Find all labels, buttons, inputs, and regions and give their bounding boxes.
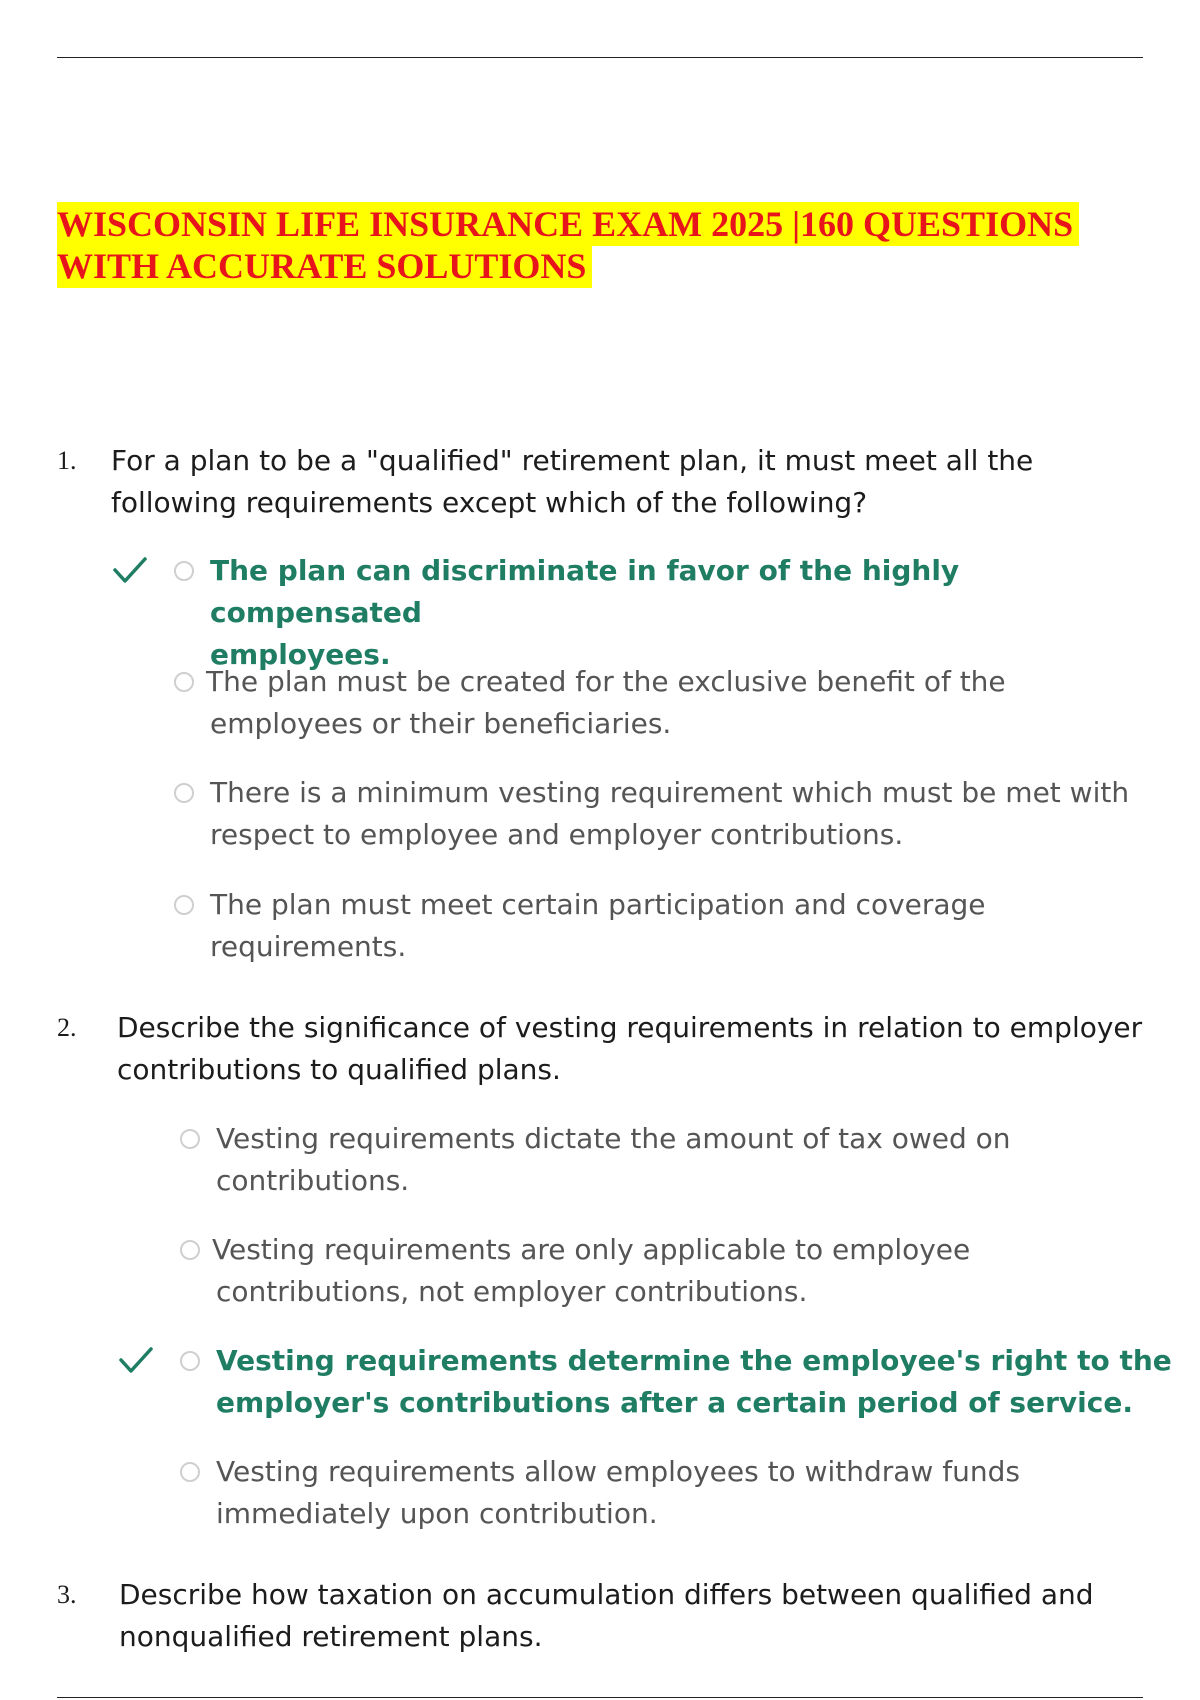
option-text-line: requirements. <box>210 930 407 963</box>
question-text <box>119 1574 1094 1658</box>
radio-button[interactable] <box>180 1240 200 1260</box>
page-title <box>57 203 1157 287</box>
question-text <box>117 1007 1142 1091</box>
option-text-line: employees. <box>210 638 391 671</box>
question-text <box>111 440 1033 524</box>
answer-option[interactable] <box>180 1451 1180 1535</box>
answer-option[interactable] <box>180 1118 1180 1202</box>
check-icon <box>112 555 148 585</box>
option-text-line: There is a minimum vesting requirement which must be met with <box>210 776 1130 809</box>
radio-button[interactable] <box>180 1129 200 1149</box>
answer-option[interactable] <box>174 661 1174 745</box>
option-text-line: respect to employee and employer contributions. <box>210 818 904 851</box>
question-2 <box>57 1007 1177 1091</box>
option-text-line: employer's contributions after a certain period of service. <box>216 1386 1133 1419</box>
option-text-line: The plan can discriminate in favor of the highly compensated <box>210 554 960 629</box>
radio-button[interactable] <box>174 672 194 692</box>
radio-button[interactable] <box>180 1462 200 1482</box>
option-text-line: Vesting requirements are only applicable to employee <box>212 1233 971 1266</box>
option-text-line: The plan must be created for the exclusive benefit of the <box>206 665 1006 698</box>
question-number: 1. <box>57 446 77 475</box>
option-text-line: Vesting requirements dictate the amount of tax owed on <box>216 1122 1011 1155</box>
title-line-2: WITH ACCURATE SOLUTIONS <box>57 244 592 288</box>
answer-option[interactable] <box>174 884 1174 968</box>
option-text-line: Vesting requirements allow employees to withdraw funds <box>216 1455 1020 1488</box>
question-text-line: Describe the significance of vesting requirements in relation to employer <box>117 1011 1143 1044</box>
question-text-line: For a plan to be a "qualified" retirement plan, it must meet all the <box>111 444 1034 477</box>
question-text-line: following requirements except which of the following? <box>111 486 868 519</box>
question-number: 2. <box>57 1013 77 1042</box>
answer-option-correct[interactable] <box>180 1340 1180 1424</box>
question-text-line: contributions to qualified plans. <box>117 1053 561 1086</box>
question-1 <box>57 440 1157 524</box>
radio-button[interactable] <box>174 783 194 803</box>
option-text-line: employees or their beneficiaries. <box>210 707 672 740</box>
top-divider <box>57 57 1143 58</box>
radio-button[interactable] <box>174 895 194 915</box>
option-text-line: Vesting requirements determine the employee's right to the <box>216 1344 1172 1377</box>
question-text-line: nonqualified retirement plans. <box>119 1620 543 1653</box>
radio-button[interactable] <box>174 561 194 581</box>
option-text-line: contributions, not employer contributions. <box>216 1275 808 1308</box>
question-3 <box>57 1574 1177 1658</box>
answer-option-correct[interactable] <box>174 550 1174 671</box>
option-text-line: contributions. <box>216 1164 410 1197</box>
answer-option[interactable] <box>174 772 1174 856</box>
option-text-line: The plan must meet certain participation and coverage <box>210 888 986 921</box>
question-text-line: Describe how taxation on accumulation differs between qualified and <box>119 1578 1094 1611</box>
answer-option[interactable] <box>180 1229 1180 1313</box>
bottom-divider <box>57 1697 1143 1698</box>
question-number: 3. <box>57 1580 77 1609</box>
radio-button[interactable] <box>180 1351 200 1371</box>
check-icon <box>118 1345 154 1375</box>
title-line-1: WISCONSIN LIFE INSURANCE EXAM 2025 |160 QUESTIONS <box>57 202 1079 246</box>
option-text-line: immediately upon contribution. <box>216 1497 658 1530</box>
